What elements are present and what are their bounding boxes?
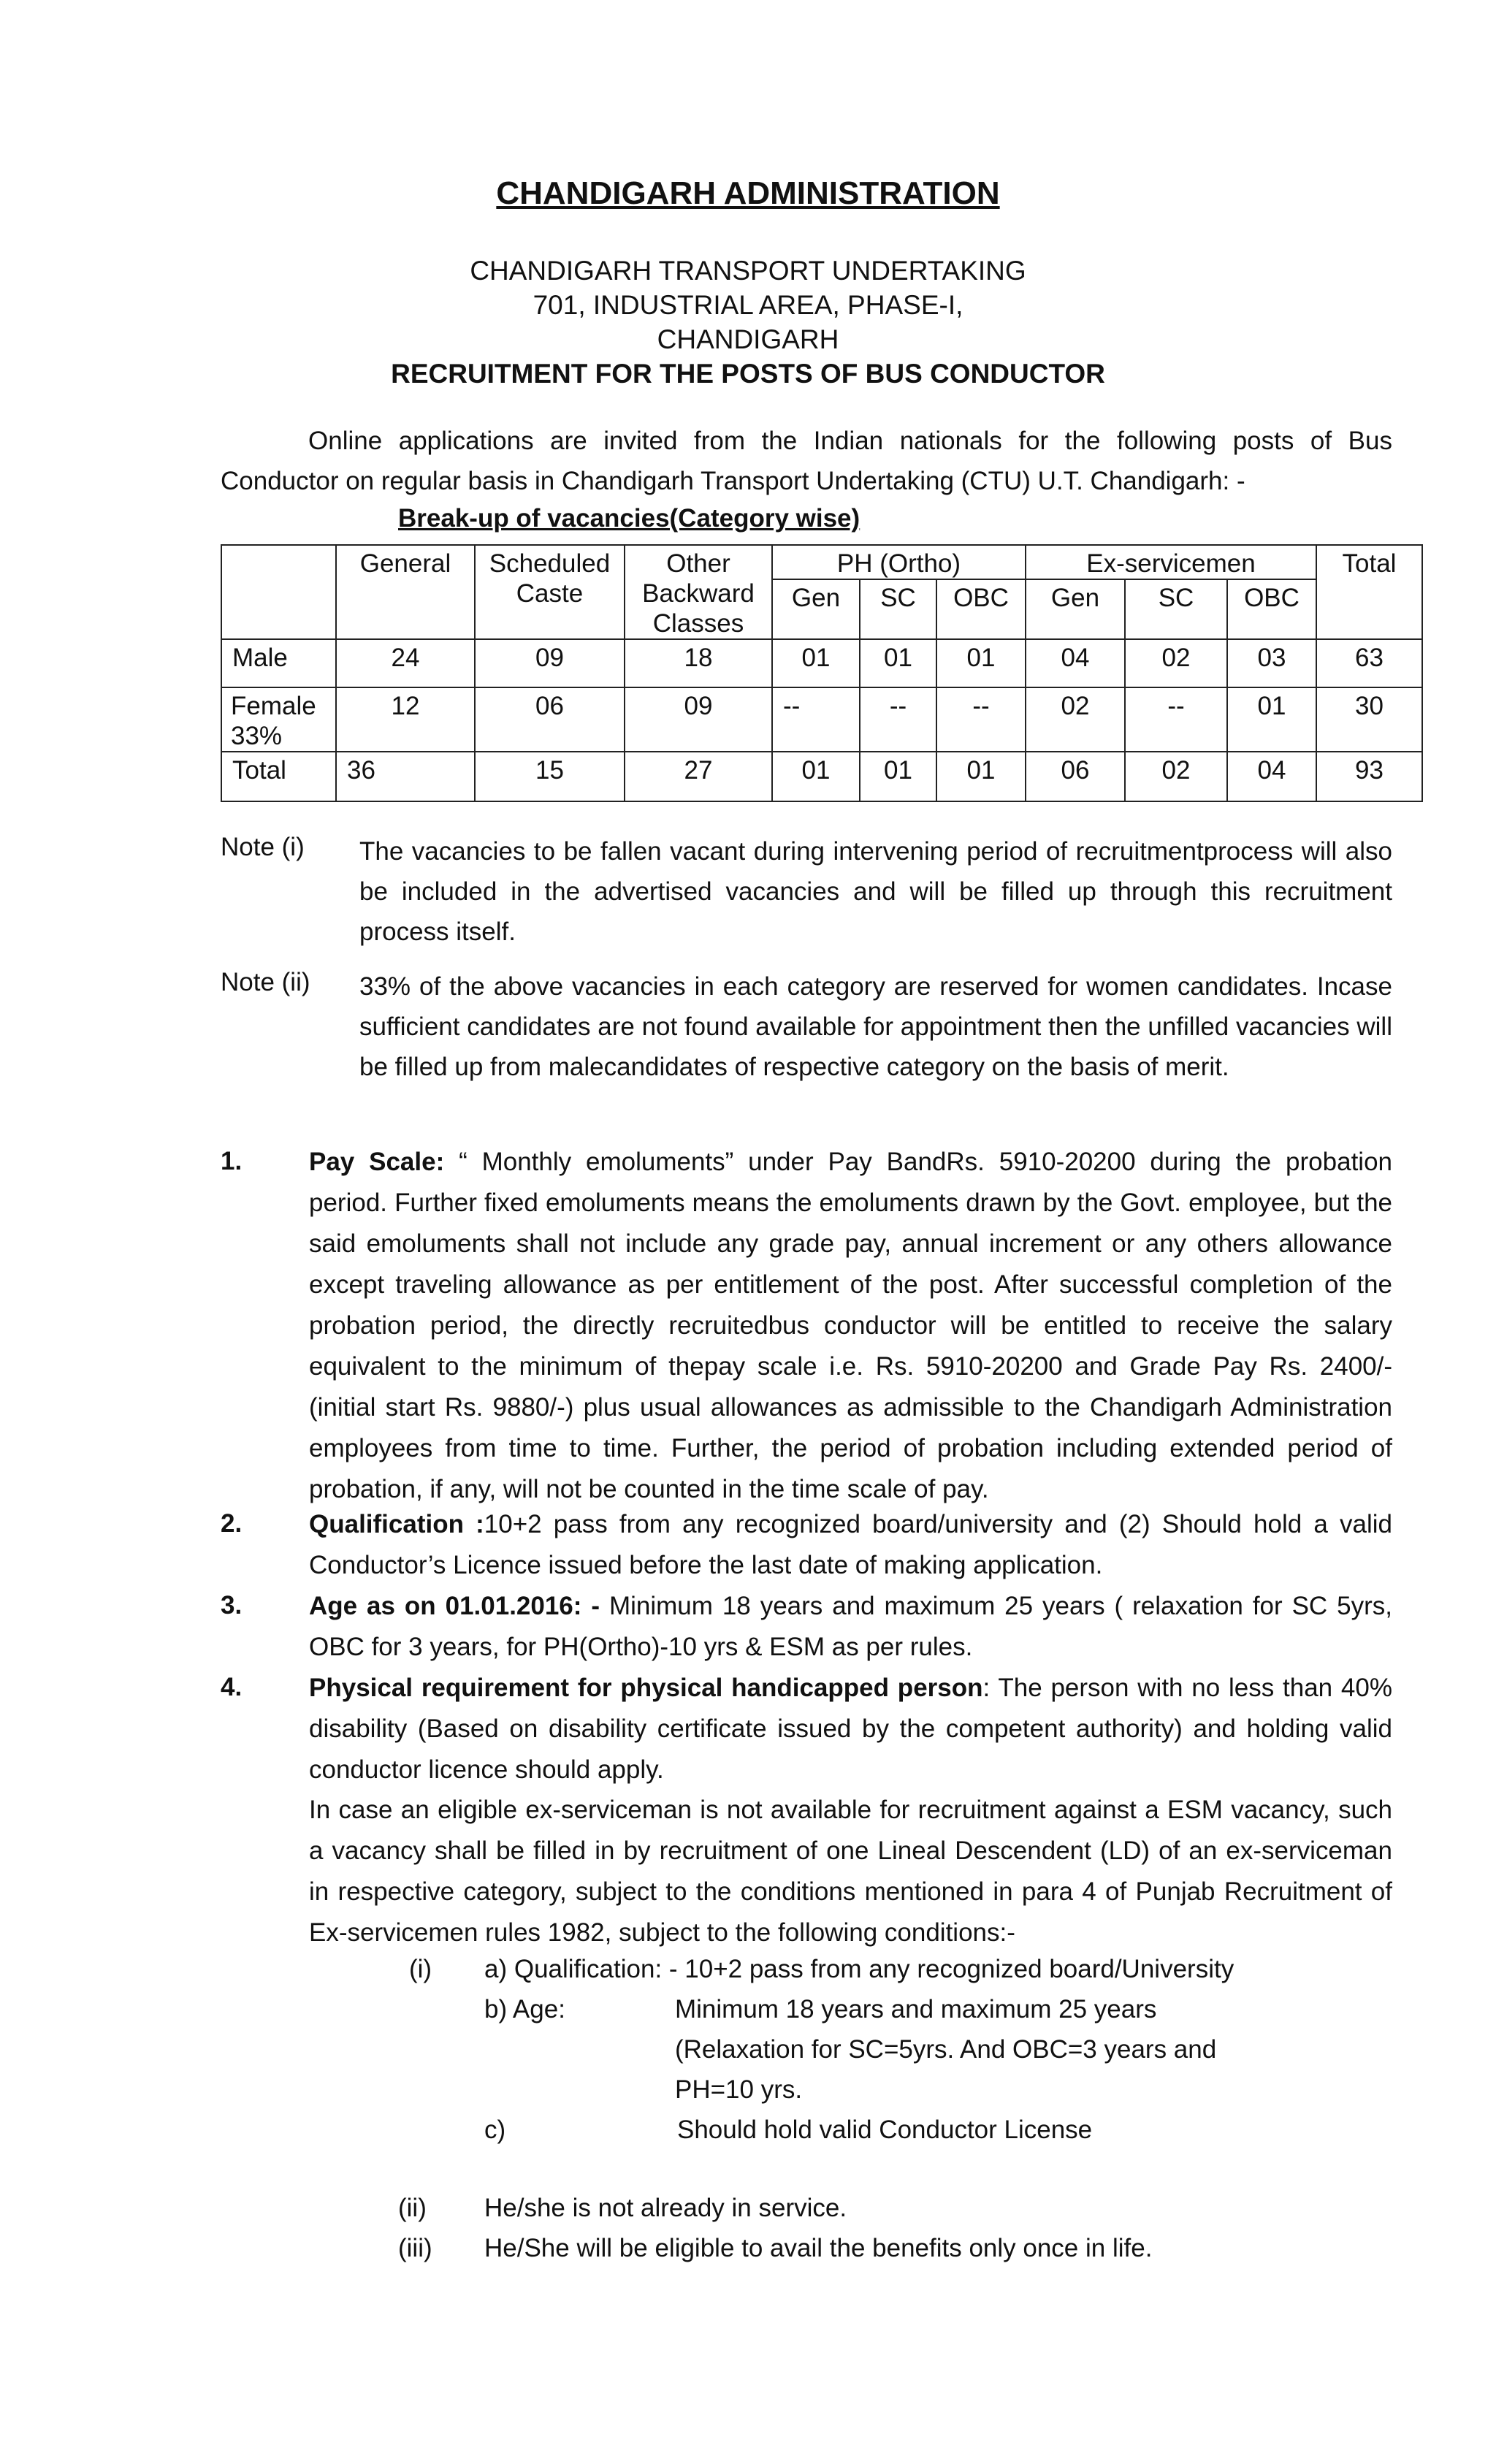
org-title: CHANDIGARH ADMINISTRATION [496, 175, 1000, 211]
header-general: General [336, 545, 475, 639]
condition-c-text: Should hold valid Conductor License [677, 2116, 1093, 2144]
item-2-text [309, 1504, 1392, 1586]
subheader-ph-sc: SC [860, 579, 936, 639]
cell: 63 [1316, 639, 1422, 687]
item-2-body: 10+2 pass from any recognized board/university and (2) Should hold a valid Conductor’s Licence issued before the last date of making application. [309, 1510, 1392, 1579]
condition-b-label: b) Age: [484, 1995, 565, 2024]
address-line: 701, INDUSTRIAL AREA, PHASE-I, [533, 290, 963, 320]
city-line: CHANDIGARH [657, 324, 839, 354]
cell: 01 [936, 639, 1026, 687]
subheader-ph-obc: OBC [936, 579, 1026, 639]
header-ph: PH (Ortho) [772, 545, 1026, 579]
cell: 15 [475, 752, 625, 801]
condition-b-line3: PH=10 yrs. [675, 2075, 803, 2104]
condition-iii-text: He/She will be eligible to avail the benefits only once in life. [484, 2234, 1153, 2262]
subheader-ph-gen: Gen [772, 579, 860, 639]
row-label: Female 33% [221, 687, 336, 752]
cell: 02 [1125, 752, 1227, 801]
cell: 04 [1227, 752, 1316, 801]
item-3-heading: Age as on 01.01.2016: - [309, 1592, 600, 1620]
cell: 02 [1125, 639, 1227, 687]
item-4-para2: In case an eligible ex-serviceman is not available for recruitment against a ESM vacancy, such a vacancy shall be filled in by recruitment of one Lineal Descendent (LD) of an ex-serviceman in respective category, subject to the conditions mentioned in para 4 of Punjab Recruitment of Ex-servicemen rules 1982, subject to the following conditions:- [309, 1796, 1392, 1947]
condition-b-line1: Minimum 18 years and maximum 25 years [675, 1995, 1157, 2024]
item-2-number: 2. [221, 1509, 243, 1538]
cell: 30 [1316, 687, 1422, 752]
cell: -- [772, 687, 860, 752]
cell: -- [1125, 687, 1227, 752]
cell: 03 [1227, 639, 1316, 687]
cell: 93 [1316, 752, 1422, 801]
table-row-total [221, 752, 1422, 801]
condition-ii-number: (ii) [398, 2194, 427, 2222]
cell: 24 [336, 639, 475, 687]
note-1-label: Note (i) [221, 833, 305, 861]
cell: 02 [1026, 687, 1125, 752]
vacancy-table [221, 544, 1423, 802]
table-row-female [221, 687, 1422, 752]
cell: 01 [772, 752, 860, 801]
table-caption: Break-up of vacancies(Category wise) [398, 504, 860, 533]
cell: 06 [1026, 752, 1125, 801]
item-3-body: Minimum 18 years and maximum 25 years ( relaxation for SC 5yrs, OBC for 3 years, for PH(Ortho)-10 yrs & ESM as per rules. [309, 1592, 1392, 1661]
cell: 01 [772, 639, 860, 687]
cell: 36 [336, 752, 475, 801]
cell: 04 [1026, 639, 1125, 687]
subheader-esm-sc: SC [1125, 579, 1227, 639]
intro-paragraph: Online applications are invited from the Indian nationals for the following posts of Bus Conductor on regular basis in Chandigarh Transport Undertaking (CTU) U.T. Chandigarh: - [221, 427, 1392, 495]
header-esm: Ex-servicemen [1026, 545, 1316, 579]
cell: 06 [475, 687, 625, 752]
item-3-text [309, 1586, 1392, 1668]
item-4-number: 4. [221, 1673, 243, 1701]
cell: 01 [1227, 687, 1316, 752]
note-2-label: Note (ii) [221, 968, 310, 996]
note-1-text: The vacancies to be fallen vacant during intervening period of recruitmentprocess will also be included in the advertised vacancies and will be filled up through this recruitment process itself. [359, 837, 1392, 946]
table-row-male [221, 639, 1422, 687]
unit-name: CHANDIGARH TRANSPORT UNDERTAKING [470, 256, 1026, 286]
item-4-heading: Physical requirement for physical handicapped person [309, 1674, 983, 1702]
condition-b-line2: (Relaxation for SC=5yrs. And OBC=3 years and [675, 2035, 1217, 2064]
subheader-esm-gen: Gen [1026, 579, 1125, 639]
item-1-body: “ Monthly emoluments” under Pay BandRs. 5910-20200 during the probation period. Further fixed emoluments means the emoluments drawn by the Govt. employee, but the said emoluments shall not include any grade pay, annual increment or any others allowance except traveling allowance as per entitlement of the post. After successful completion of the probation period, the directly recruitedbus conductor will be entitled to receive the salary equivalent to the minimum of thepay scale i.e. Rs. 5910-20200 and Grade Pay Rs. 2400/- (initial start Rs. 9880/-) plus usual allowances as admissible to the Chandigarh Administration employees from time to time. Further, the period of probation including extended period of probation, if any, will not be counted in the time scale of pay. [309, 1148, 1393, 1503]
cell: 12 [336, 687, 475, 752]
header-empty [221, 545, 336, 639]
condition-ii-text: He/she is not already in service. [484, 2194, 847, 2222]
condition-a: a) Qualification: - 10+2 pass from any recognized board/University [484, 1955, 1234, 1983]
condition-c-label: c) [484, 2116, 506, 2144]
header-total: Total [1316, 545, 1422, 639]
cell: 09 [625, 687, 772, 752]
cell: 01 [860, 752, 936, 801]
cell: 27 [625, 752, 772, 801]
condition-iii-number: (iii) [398, 2234, 432, 2262]
cell: -- [936, 687, 1026, 752]
subheader-esm-obc: OBC [1227, 579, 1316, 639]
cell: 09 [475, 639, 625, 687]
cell: 01 [860, 639, 936, 687]
row-label: Male [221, 639, 336, 687]
condition-i-number: (i) [409, 1955, 432, 1983]
item-1-heading: Pay Scale: [309, 1148, 445, 1176]
row-label: Total [221, 752, 336, 801]
header-sc: Scheduled Caste [475, 545, 625, 639]
item-3-number: 3. [221, 1591, 243, 1620]
item-1-text [309, 1142, 1392, 1510]
item-1-number: 1. [221, 1147, 243, 1175]
cell: -- [860, 687, 936, 752]
table-header-row [221, 545, 1422, 579]
note-2-text: 33% of the above vacancies in each category are reserved for women candidates. Incase sufficient candidates are not found available for appointment then the unfilled vacancies will be filled up from malecandidates of respective category on the basis of merit. [359, 972, 1392, 1081]
item-4-text [309, 1668, 1392, 1790]
item-2-heading: Qualification : [309, 1510, 484, 1538]
cell: 01 [936, 752, 1026, 801]
header-obc: Other Backward Classes [625, 545, 772, 639]
recruitment-title: RECRUITMENT FOR THE POSTS OF BUS CONDUCTOR [391, 359, 1105, 389]
item-4-body: : The person with no less than 40% disability (Based on disability certificate issued by the competent authority) and holding valid conductor licence should apply. [309, 1674, 1392, 1784]
cell: 18 [625, 639, 772, 687]
